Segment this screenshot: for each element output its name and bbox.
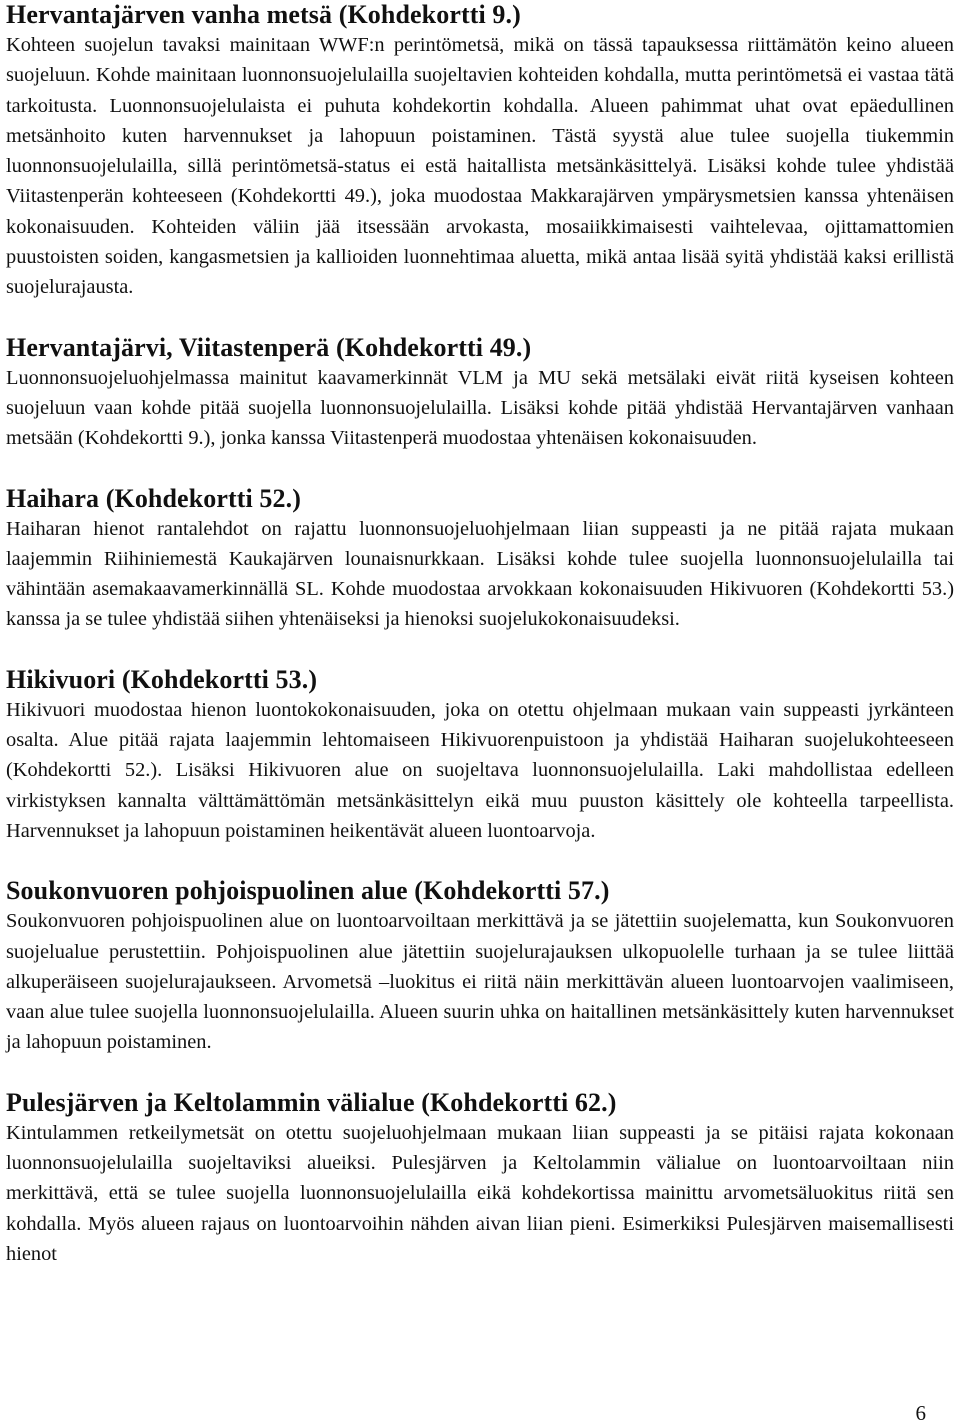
section-body: Haiharan hienot rantalehdot on rajattu luonnonsuojeluohjelmaan liian suppeasti ja ne pitää rajata mukaan laajemmin Riihiniemestä Kaukajärven lounaisnurkkaan. Lisäksi kohde tulee suojella luonnonsuojelulailla tai vähintään asemakaavamerkinnällä SL. Kohde muodostaa arvokkaan kokonaisuuden Hikivuoren (Kohdekortti 53.) kanssa ja se tulee yhdistää siihen yhtenäiseksi ja hienoksi suojelukokonaisuudeksi. bbox=[6, 517, 954, 631]
section-heading: Soukonvuoren pohjoispuolinen alue (Kohdekortti 57.) bbox=[6, 876, 610, 906]
section-pulesjarven-ja-keltolammin-valialue bbox=[6, 1088, 954, 1269]
section-heading: Pulesjärven ja Keltolammin välialue (Kohdekortti 62.) bbox=[6, 1087, 617, 1117]
section-heading: Hervantajärvi, Viitastenperä (Kohdekortti 49.) bbox=[6, 332, 532, 362]
section-heading: Hikivuori (Kohdekortti 53.) bbox=[6, 664, 318, 694]
section-soukonvuoren-pohjoispuolinen-alue bbox=[6, 876, 954, 1057]
section-body: Luonnonsuojeluohjelmassa mainitut kaavamerkinnät VLM ja MU sekä metsälaki eivät riitä kyseisen kohteen suojeluun vaan kohde pitää suojella luonnonsuojelulailla. Lisäksi kohde pitää yhdistää Hervantajärven vanhaan metsään (Kohdekortti 9.), jonka kanssa Viitastenperä muodostaa yhtenäisen kokonaisuuden. bbox=[6, 366, 954, 450]
section-haihara bbox=[6, 484, 954, 635]
page-number: 6 bbox=[915, 1401, 926, 1425]
section-hikivuori bbox=[6, 665, 954, 846]
section-hervantajarvi-viitastenpera bbox=[6, 333, 954, 454]
section-body: Hikivuori muodostaa hienon luontokokonaisuuden, joka on otettu ohjelmaan mukaan vain suppeasti jyrkänteen osalta. Alue pitää rajata laajemmin lehtomaiseen Hikivuorenpuistoon ja yhdistää Haiharan suojelukohteeseen (Kohdekortti 52.). Lisäksi Hikivuoren alue on suojeltava luonnonsuojelulailla. Laki mahdollistaa edelleen virkistyksen kannalta välttämättömän metsänkäsittelyn eikä muu puuston käsittely ole kohteella tarpeellista. Harvennukset ja lahopuun poistaminen heikentävät alueen luontoarvoja. bbox=[6, 698, 954, 842]
section-body: Soukonvuoren pohjoispuolinen alue on luontoarvoiltaan merkittävä ja se jätettiin suojelematta, kun Soukonvuoren suojelualue perustettiin. Pohjoispuolinen alue jätettiin suojelurajauksen ulkopuolelle turhaan ja se tulee liittää alkuperäiseen suojelurajaukseen. Arvometsä –luokitus ei riitä näin merkittävän alueen luontoarvojen vaalimiseen, vaan alue tulee suojella luonnonsuojelulailla. Alueen suurin uhka on haitallinen metsänkäsittely kuten harvennukset ja lahopuun poistaminen. bbox=[6, 910, 954, 1054]
section-heading: Hervantajärven vanha metsä (Kohdekortti 9.) bbox=[6, 0, 521, 29]
section-body: Kintulammen retkeilymetsät on otettu suojeluohjelmaan mukaan liian suppeasti ja se pitäisi rajata kokonaan luonnonsuojelulailla suojeltaviksi alueiksi. Pulesjärven ja Keltolammin välialue on luontoarvoiltaan niin merkittävä, että se tulee suojella luonnonsuojelulailla eikä kohdekortissa mainittu arvometsäluokitus riitä sen kohdalla. Myös alueen rajaus on luontoarvoihin nähden aivan liian pieni. Esimerkiksi Pulesjärven maisemallisesti hienot bbox=[6, 1121, 954, 1265]
section-hervantajarven-vanha-metsa bbox=[6, 0, 954, 303]
section-heading: Haihara (Kohdekortti 52.) bbox=[6, 483, 301, 513]
section-body: Kohteen suojelun tavaksi mainitaan WWF:n perintömetsä, mikä on tässä tapauksessa riittämätön keino alueen suojeluun. Kohde mainitaan luonnonsuojelulailla suojeltavien kohteiden kohdalla, mutta perintömetsä ei vastaa tätä tarkoitusta. Luonnonsuojelulaista ei puhuta kohdekortin kohdalla. Alueen pahimmat uhat ovat epäedullinen metsänhoito kuten harvennukset ja lahopuun poistaminen. Tästä syystä alue tulee suojella tiukemmin luonnonsuojelulailla, sillä perintömetsä-status ei estä haitallista metsänkäsittelyä. Lisäksi kohde tulee yhdistää Viitastenperän kohteeseen (Kohdekortti 49.), joka muodostaa Makkarajärven ympärysmetsien kanssa yhtenäisen kokonaisuuden. Kohteiden väliin jää itsessään arvokasta, mosaiikkimaisesti vaihtelevaa, ojittamattomien puustoisten soiden, kangasmetsien ja kallioiden luonnehtimaa aluetta, mikä antaa lisää syitä yhdistää kaksi erillistä suojelurajausta. bbox=[6, 34, 954, 299]
document-page bbox=[6, 0, 954, 1269]
